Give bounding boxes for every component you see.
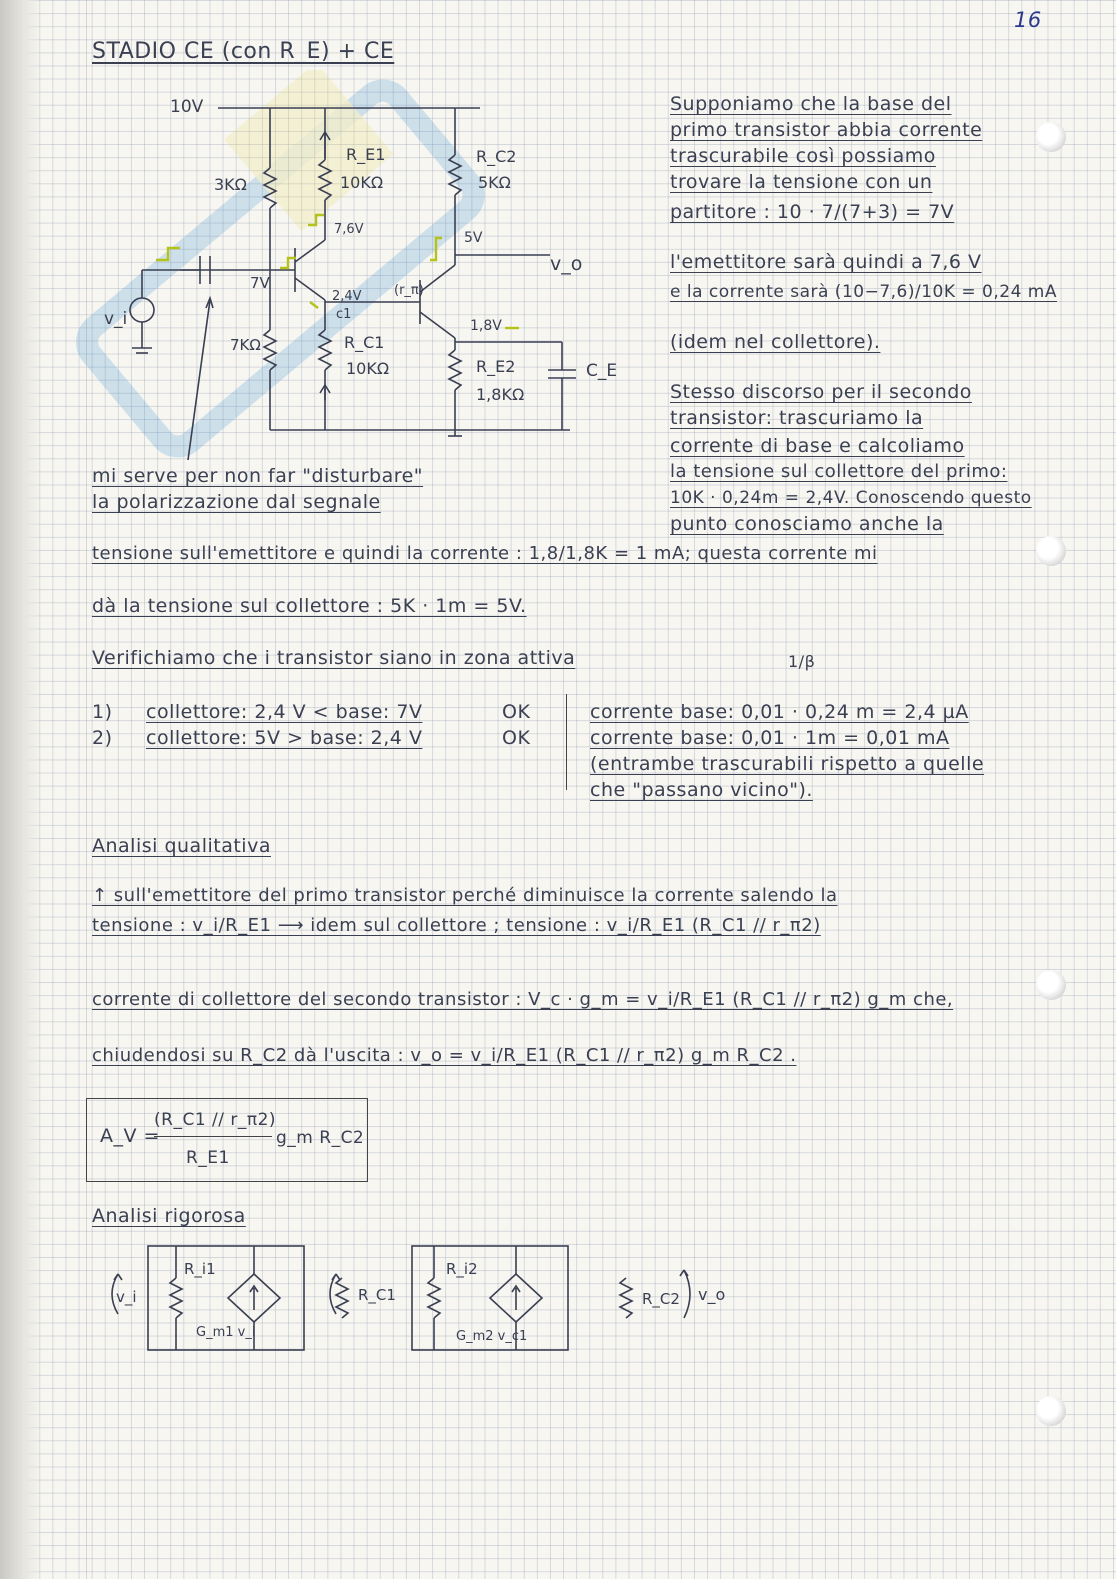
model-ri2: R_i2 [446, 1260, 478, 1278]
base-current-line: che "passano vicino"). [590, 779, 813, 801]
rig-title: Analisi rigorosa [92, 1205, 246, 1227]
label-re2-val: 1,8KΩ [476, 385, 525, 404]
label-rc1-val: 10KΩ [346, 359, 390, 378]
label-vo: v_o [550, 253, 583, 275]
label-vb1: 7V [250, 274, 270, 292]
model-vo: v_o [698, 1285, 726, 1304]
label-rc1-name: R_C1 [344, 333, 385, 352]
label-r1: 3KΩ [214, 175, 247, 194]
label-rc2-name: R_C2 [476, 147, 517, 166]
label-ce: C_E [586, 361, 618, 381]
formula-tail: g_m R_C2 [276, 1128, 365, 1148]
note-line: 10K · 0,24m = 2,4V. Conoscendo questo [670, 488, 1032, 508]
label-re1-name: R_E1 [346, 145, 386, 164]
base-current-line: corrente base: 0,01 · 0,24 m = 2,4 µA [590, 701, 969, 723]
qual-title: Analisi qualitativa [92, 835, 271, 857]
label-re1-val: 10KΩ [340, 173, 384, 192]
check-text: collettore: 2,4 V < base: 7V [146, 701, 423, 723]
column-divider [566, 694, 567, 790]
check-num: 2) [92, 727, 113, 749]
label-ve1: 7,6V [334, 222, 364, 237]
punch-hole [1036, 536, 1066, 566]
punch-hole [1036, 122, 1066, 152]
qual-line: ↑ sull'emettitore del primo transistor perché diminuisce la corrente salendo la [92, 885, 838, 906]
label-supply: 10V [170, 97, 204, 117]
label-re2-name: R_E2 [476, 357, 516, 376]
note-line: partitore : 10 · 7/(7+3) = 7V [670, 201, 955, 223]
model-gm1: G_m1 v_i [196, 1325, 256, 1340]
check-num: 1) [92, 701, 113, 723]
circuit-diagram [100, 80, 620, 460]
beta-note: 1/β [788, 652, 816, 671]
verify-title: Verifichiamo che i transistor siano in zona attiva [92, 647, 576, 669]
note-line: la tensione sul collettore del primo: [670, 461, 1008, 482]
page-title: STADIO CE (con R_E) + CE [92, 39, 395, 64]
label-r2: 7KΩ [230, 336, 261, 354]
note-under-circuit: la polarizzazione dal segnale [92, 491, 381, 513]
punch-hole [1036, 1396, 1066, 1426]
note-line: trascurabile così possiamo [670, 145, 936, 167]
label-rc2-val: 5KΩ [478, 173, 511, 192]
note-line: punto conosciamo anche la [670, 513, 944, 535]
note-line: Stesso discorso per il secondo [670, 381, 972, 403]
note-line: e la corrente sarà (10−7,6)/10K = 0,24 mA [670, 282, 1057, 302]
label-vc2: 5V [464, 230, 483, 246]
note-line: corrente di base e calcoliamo [670, 435, 965, 457]
qual-line: tensione : v_i/R_E1 ⟶ idem sul collettore ; tensione : v_i/R_E1 (R_C1 // r_π2) [92, 915, 821, 936]
note-under-circuit: mi serve per non far "disturbare" [92, 465, 424, 487]
note-line: l'emettitore sarà quindi a 7,6 V [670, 251, 982, 273]
qual-line: corrente di collettore del secondo transistor : V_c · g_m = v_i/R_E1 (R_C1 // r_π2) g_m che, [92, 989, 954, 1010]
model-ri1: R_i1 [184, 1260, 216, 1278]
note-line: (idem nel collettore). [670, 331, 881, 353]
model-rc2: R_C2 [642, 1290, 680, 1308]
base-current-line: corrente base: 0,01 · 1m = 0,01 mA [590, 727, 950, 749]
formula-denominator: R_E1 [186, 1148, 230, 1168]
label-vi: v_i [104, 309, 128, 329]
punch-hole [1036, 970, 1066, 1000]
margin-line [86, 0, 87, 1579]
page-number: 16 [1014, 8, 1042, 32]
small-signal-model [96, 1240, 756, 1360]
model-rc1: R_C1 [358, 1286, 396, 1304]
qual-line: chiudendosi su R_C2 dà l'uscita : v_o = v_i/R_E1 (R_C1 // r_π2) g_m R_C2 . [92, 1045, 797, 1066]
label-rpi: (r_π) [394, 283, 424, 298]
model-gm2: G_m2 v_c1 [456, 1329, 528, 1344]
model-vi: v_i [116, 1288, 137, 1306]
check-ok: OK [502, 727, 531, 749]
collector-line: dà la tensione sul collettore : 5K · 1m = 5V. [92, 595, 527, 617]
page-shadow-edge [0, 0, 42, 1579]
emitter-line: tensione sull'emettitore e quindi la corrente : 1,8/1,8K = 1 mA; questa corrente mi [92, 543, 878, 564]
check-ok: OK [502, 701, 531, 723]
check-text: collettore: 5V > base: 2,4 V [146, 727, 423, 749]
base-current-line: (entrambe trascurabili rispetto a quelle [590, 753, 985, 775]
label-c1: c1 [336, 307, 352, 322]
formula-lhs: A_V = [100, 1125, 160, 1147]
formula-numerator: (R_C1 // r_π2) [154, 1110, 277, 1130]
note-line: transistor: trascuriamo la [670, 407, 924, 429]
label-vc1: 2,4V [332, 289, 362, 304]
note-line: Supponiamo che la base del [670, 93, 952, 115]
note-line: trovare la tensione con un [670, 171, 933, 193]
note-line: primo transistor abbia corrente [670, 119, 983, 141]
fraction-bar [154, 1136, 272, 1137]
label-ve2: 1,8V [470, 318, 502, 334]
